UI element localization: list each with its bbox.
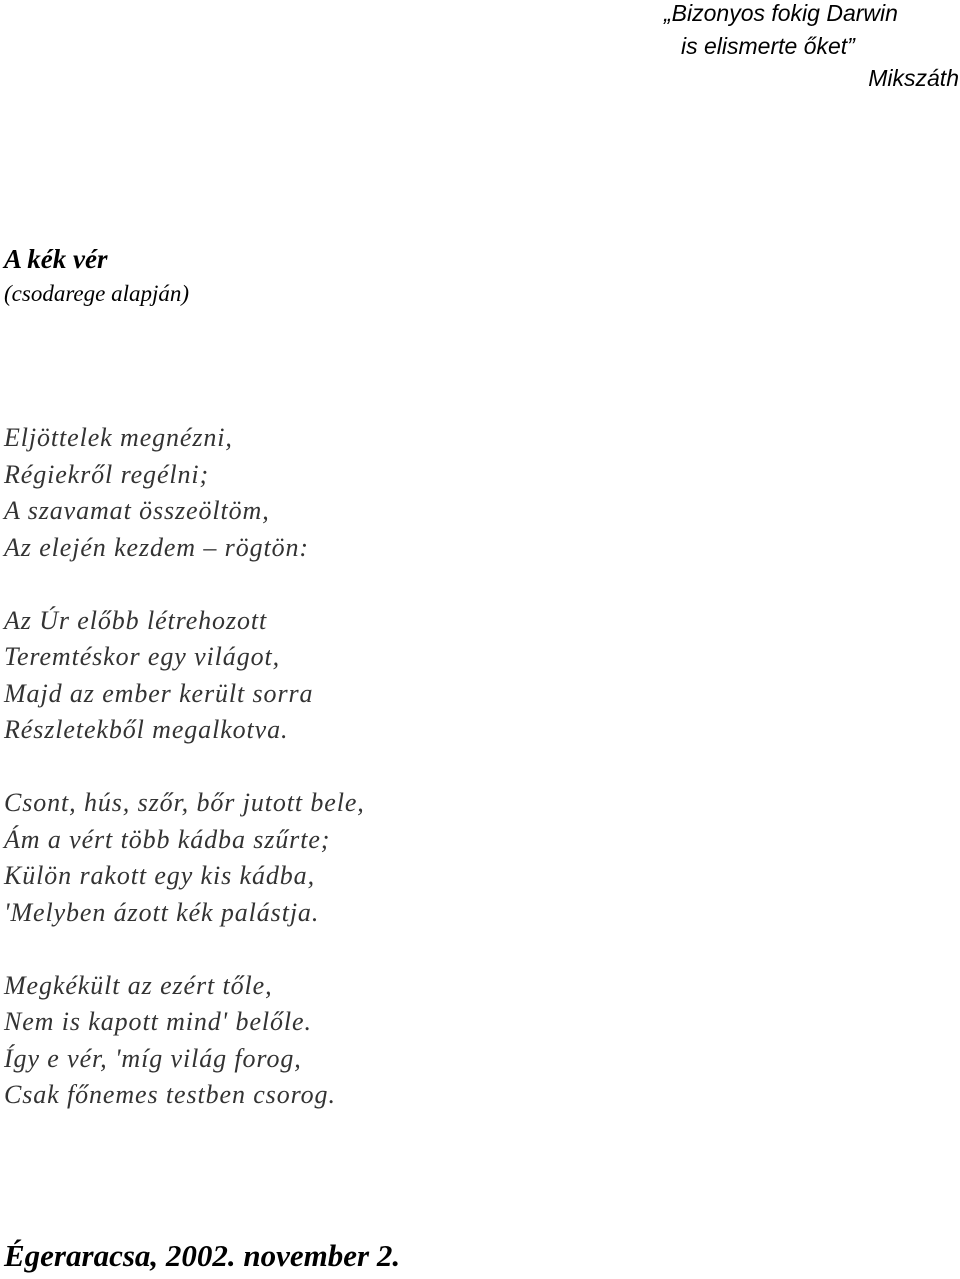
- epigraph-quote-line-2: is elismerte őket”: [681, 33, 855, 59]
- verse-line: Teremtéskor egy világot,: [4, 642, 281, 671]
- verse-line: Csont, hús, szőr, bőr jutott bele,: [4, 788, 365, 817]
- verse-line: Csak főnemes testben csorog.: [4, 1080, 336, 1109]
- verse-line: Ám a vért több kádba szűrte;: [4, 824, 331, 854]
- verse-line: Az elején kezdem – rögtön:: [4, 532, 309, 562]
- verse-line: Részletekből megalkotva.: [4, 715, 289, 744]
- signature-place-date: Égeraracsa, 2002. november 2.: [4, 1238, 401, 1273]
- epigraph: [0, 0, 960, 100]
- poem-subtitle: (csodarege alapján): [4, 281, 190, 306]
- poem-body: [4, 420, 904, 1114]
- stanza-1: [4, 420, 904, 566]
- epigraph-attribution: Mikszáth: [868, 65, 959, 91]
- poem-title: A kék vér: [4, 244, 108, 274]
- verse-line: Külön rakott egy kis kádba,: [4, 861, 315, 890]
- verse-line: Nem is kapott mind' belőle.: [4, 1007, 312, 1036]
- verse-line: Régiekről regélni;: [4, 459, 210, 489]
- verse-line: Az Úr előbb létrehozott: [4, 605, 268, 635]
- epigraph-quote-line-1: „Bizonyos fokig Darwin: [664, 0, 898, 26]
- verse-line: Majd az ember került sorra: [4, 678, 314, 708]
- verse-line: Így e vér, 'míg világ forog,: [4, 1043, 302, 1073]
- stanza-4: [4, 968, 904, 1114]
- verse-line: 'Melyben ázott kék palástja.: [4, 897, 320, 927]
- stanza-2: [4, 603, 904, 749]
- verse-line: Megkékült az ezért tőle,: [4, 970, 273, 1000]
- verse-line: A szavamat összeöltöm,: [4, 496, 270, 525]
- verse-line: Eljöttelek megnézni,: [4, 423, 233, 452]
- stanza-3: [4, 785, 904, 931]
